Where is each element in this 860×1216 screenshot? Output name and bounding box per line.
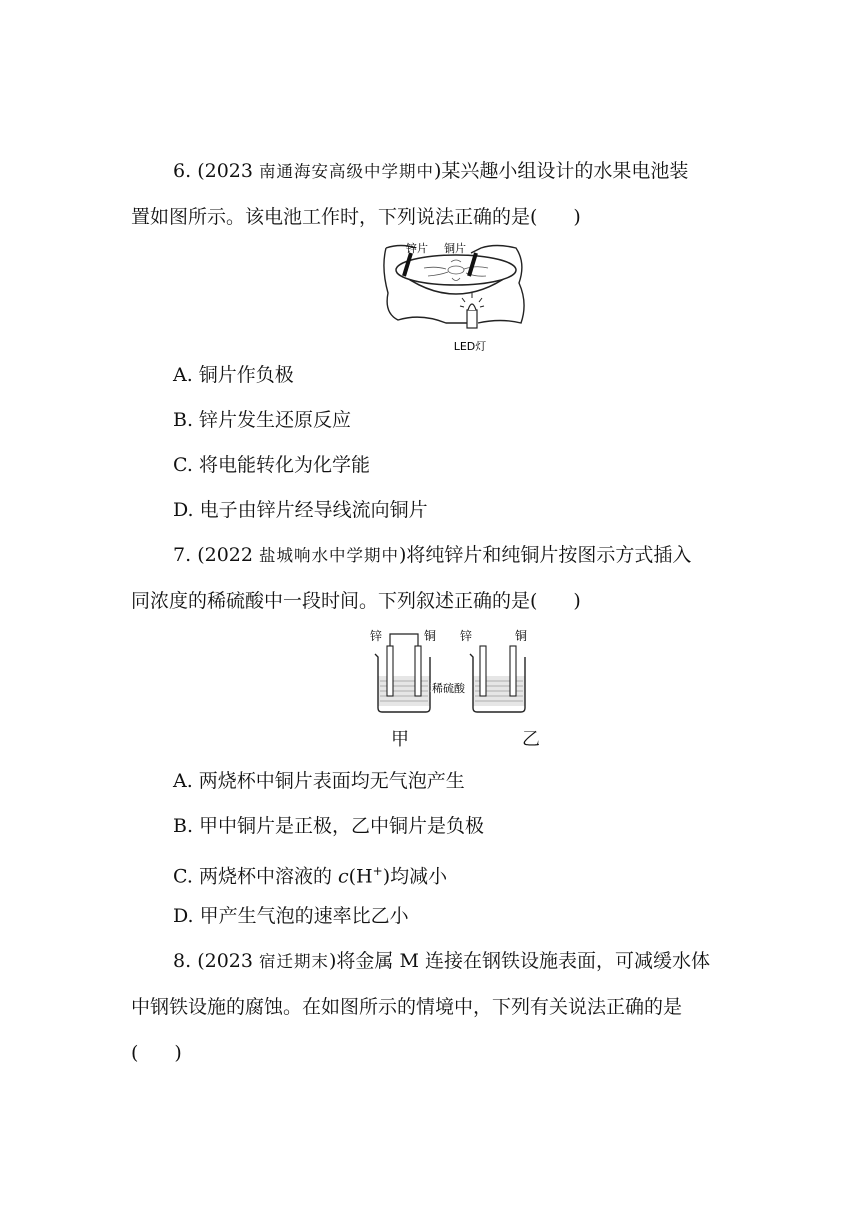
q7-stem-line-1	[173, 542, 691, 569]
q6-label-zn: 锌片	[406, 242, 428, 255]
q7-caption-a: 甲	[391, 729, 409, 750]
q6-option-c: C. 将电能转化为化学能	[173, 454, 370, 476]
q6-fruit-battery-figure	[376, 238, 536, 353]
q7-b-label-cu: 铜	[515, 629, 528, 643]
q7-option-b: B. 甲中铜片是正极，乙中铜片是负极	[173, 815, 485, 837]
q7-option-c-prefix: C. 两烧杯中溶液的	[173, 865, 338, 888]
q7-answer-blank: )	[573, 590, 581, 612]
q7-caption-b: 乙	[522, 729, 540, 750]
q7-option-c	[173, 858, 447, 889]
q7-b-cu-plate	[510, 646, 516, 696]
q7-source: 盐城响水中学期中	[259, 546, 400, 565]
q6-number: 6.	[173, 160, 192, 182]
q7-beaker-figure	[368, 626, 558, 721]
q6-label-cu: 铜片	[444, 242, 466, 255]
q6-stem-text-1: )某兴趣小组设计的水果电池装	[434, 160, 689, 182]
q7-year: (2022	[197, 544, 253, 566]
q7-a-zn-plate	[387, 646, 393, 696]
q7-option-a: A. 两烧杯中铜片表面均无气泡产生	[173, 770, 465, 792]
q7-b-label-zn: 锌	[460, 629, 473, 643]
q6-option-d: D. 电子由锌片经导线流向铜片	[173, 499, 428, 521]
q8-answer-blank: )	[174, 1042, 182, 1064]
q7-option-d: D. 甲产生气泡的速率比乙小	[173, 905, 409, 927]
q7-stem-text-2: 同浓度的稀硫酸中一段时间。下列叙述正确的是(	[131, 590, 538, 612]
q8-source: 宿迁期末	[259, 952, 330, 971]
q7-stem-text-1: )将纯锌片和纯铜片按图示方式插入	[399, 544, 692, 566]
q8-number: 8.	[173, 950, 192, 972]
q7-option-c-var: c	[337, 865, 349, 888]
q7-a-label-cu: 铜	[424, 629, 437, 643]
q6-stem-line-2	[131, 204, 581, 230]
q8-stem-line-2: 中钢铁设施的腐蚀。在如图所示的情境中，下列有关说法正确的是	[131, 996, 683, 1018]
q6-stem-text-2: 置如图所示。该电池工作时，下列说法正确的是(	[131, 206, 538, 228]
q7-option-c-suffix: )均减小	[382, 865, 448, 888]
q8-stem-line-3	[131, 1040, 182, 1066]
q7-a-label-zn: 锌	[370, 629, 383, 643]
q6-source: 南通海安高级中学期中	[259, 162, 435, 181]
q8-stem-text-3: (	[131, 1042, 139, 1064]
q7-stem-line-2	[131, 588, 581, 614]
q7-number: 7.	[173, 544, 192, 566]
q7-a-wire	[390, 634, 418, 666]
q8-stem-text-1: )将金属 M 连接在钢铁设施表面，可减缓水体	[329, 950, 710, 972]
q6-option-a: A. 铜片作负极	[173, 364, 294, 386]
q6-label-led: LED灯	[453, 340, 487, 353]
q6-answer-blank: )	[573, 206, 581, 228]
q7-a-cu-plate	[415, 646, 421, 696]
q7-option-c-sup: +	[372, 864, 383, 878]
q7-label-acid: 稀硫酸	[432, 682, 465, 695]
q6-year: (2023	[197, 160, 253, 182]
q8-year: (2023	[197, 950, 253, 972]
q7-option-c-ion: (H	[348, 865, 373, 888]
q6-option-b: B. 锌片发生还原反应	[173, 409, 352, 431]
q6-stem-line-1	[173, 158, 688, 185]
q7-b-zn-plate	[480, 646, 486, 696]
q8-stem-line-1	[173, 948, 710, 975]
